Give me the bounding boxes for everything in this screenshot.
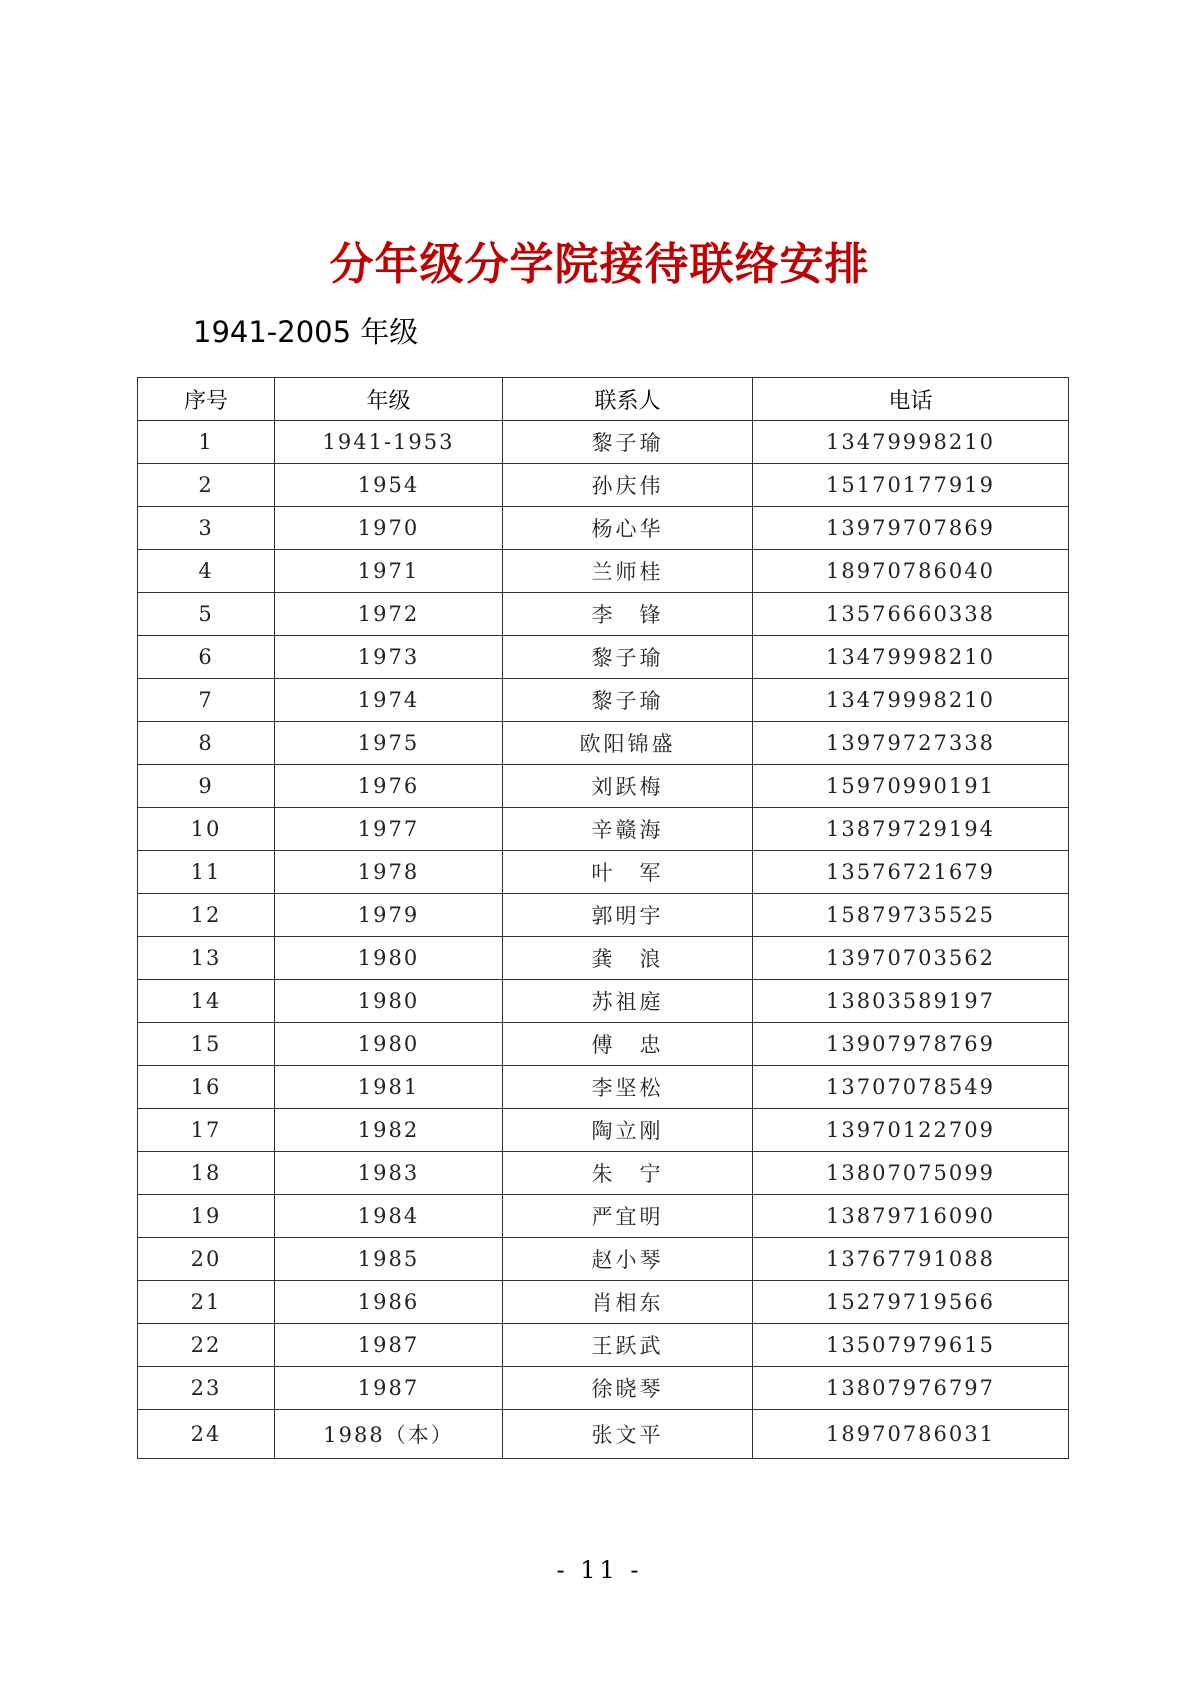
cell-contact: 李坚松 bbox=[503, 1066, 753, 1109]
cell-no: 21 bbox=[138, 1281, 275, 1324]
table-row bbox=[138, 464, 1069, 507]
table-body bbox=[138, 421, 1069, 1459]
cell-contact: 欧阳锦盛 bbox=[503, 722, 753, 765]
cell-no: 6 bbox=[138, 636, 275, 679]
contacts-table bbox=[137, 377, 1069, 1459]
cell-contact: 赵小琴 bbox=[503, 1238, 753, 1281]
table-row bbox=[138, 1367, 1069, 1410]
cell-grade: 1979 bbox=[275, 894, 503, 937]
table-row bbox=[138, 593, 1069, 636]
cell-contact: 杨心华 bbox=[503, 507, 753, 550]
cell-contact: 苏祖庭 bbox=[503, 980, 753, 1023]
cell-no: 3 bbox=[138, 507, 275, 550]
table-row bbox=[138, 980, 1069, 1023]
cell-phone: 15170177919 bbox=[753, 464, 1069, 507]
cell-phone: 15279719566 bbox=[753, 1281, 1069, 1324]
cell-no: 14 bbox=[138, 980, 275, 1023]
table-row bbox=[138, 421, 1069, 464]
table-row bbox=[138, 851, 1069, 894]
table-row bbox=[138, 937, 1069, 980]
cell-contact: 肖相东 bbox=[503, 1281, 753, 1324]
cell-grade: 1974 bbox=[275, 679, 503, 722]
cell-phone: 13879716090 bbox=[753, 1195, 1069, 1238]
cell-phone: 15879735525 bbox=[753, 894, 1069, 937]
cell-no: 22 bbox=[138, 1324, 275, 1367]
cell-no: 7 bbox=[138, 679, 275, 722]
table-row bbox=[138, 1023, 1069, 1066]
cell-contact: 陶立刚 bbox=[503, 1109, 753, 1152]
cell-grade: 1981 bbox=[275, 1066, 503, 1109]
cell-phone: 13979727338 bbox=[753, 722, 1069, 765]
cell-grade: 1972 bbox=[275, 593, 503, 636]
cell-no: 20 bbox=[138, 1238, 275, 1281]
cell-grade: 1977 bbox=[275, 808, 503, 851]
cell-grade: 1988（本） bbox=[275, 1410, 503, 1459]
cell-grade: 1978 bbox=[275, 851, 503, 894]
table-row bbox=[138, 1195, 1069, 1238]
cell-contact: 朱 宁 bbox=[503, 1152, 753, 1195]
cell-phone: 13479998210 bbox=[753, 679, 1069, 722]
cell-phone: 13979707869 bbox=[753, 507, 1069, 550]
header-grade: 年级 bbox=[275, 378, 503, 421]
cell-phone: 13576660338 bbox=[753, 593, 1069, 636]
cell-grade: 1970 bbox=[275, 507, 503, 550]
cell-no: 8 bbox=[138, 722, 275, 765]
table-row bbox=[138, 679, 1069, 722]
cell-grade: 1954 bbox=[275, 464, 503, 507]
cell-phone: 15970990191 bbox=[753, 765, 1069, 808]
cell-no: 11 bbox=[138, 851, 275, 894]
cell-no: 4 bbox=[138, 550, 275, 593]
cell-phone: 13767791088 bbox=[753, 1238, 1069, 1281]
cell-grade: 1985 bbox=[275, 1238, 503, 1281]
cell-contact: 叶 军 bbox=[503, 851, 753, 894]
cell-no: 13 bbox=[138, 937, 275, 980]
cell-phone: 13907978769 bbox=[753, 1023, 1069, 1066]
cell-contact: 黎子瑜 bbox=[503, 636, 753, 679]
page-number: - 11 - bbox=[556, 1556, 643, 1584]
cell-grade: 1986 bbox=[275, 1281, 503, 1324]
cell-contact: 王跃武 bbox=[503, 1324, 753, 1367]
table-row bbox=[138, 1281, 1069, 1324]
cell-contact: 张文平 bbox=[503, 1410, 753, 1459]
cell-contact: 孙庆伟 bbox=[503, 464, 753, 507]
table-row bbox=[138, 765, 1069, 808]
cell-contact: 辛赣海 bbox=[503, 808, 753, 851]
cell-phone: 18970786031 bbox=[753, 1410, 1069, 1459]
table-row bbox=[138, 808, 1069, 851]
cell-grade: 1984 bbox=[275, 1195, 503, 1238]
cell-grade: 1980 bbox=[275, 1023, 503, 1066]
cell-phone: 13707078549 bbox=[753, 1066, 1069, 1109]
cell-phone: 13479998210 bbox=[753, 636, 1069, 679]
cell-contact: 李 锋 bbox=[503, 593, 753, 636]
cell-phone: 13970703562 bbox=[753, 937, 1069, 980]
cell-no: 1 bbox=[138, 421, 275, 464]
cell-grade: 1975 bbox=[275, 722, 503, 765]
table-row bbox=[138, 1066, 1069, 1109]
cell-grade: 1973 bbox=[275, 636, 503, 679]
cell-phone: 13807075099 bbox=[753, 1152, 1069, 1195]
cell-grade: 1980 bbox=[275, 980, 503, 1023]
cell-no: 18 bbox=[138, 1152, 275, 1195]
cell-grade: 1987 bbox=[275, 1324, 503, 1367]
cell-contact: 龚 浪 bbox=[503, 937, 753, 980]
table-row bbox=[138, 894, 1069, 937]
section-subtitle: 1941-2005 年级 bbox=[193, 315, 419, 349]
cell-contact: 黎子瑜 bbox=[503, 679, 753, 722]
cell-grade: 1982 bbox=[275, 1109, 503, 1152]
cell-contact: 兰师桂 bbox=[503, 550, 753, 593]
cell-contact: 徐晓琴 bbox=[503, 1367, 753, 1410]
cell-phone: 13879729194 bbox=[753, 808, 1069, 851]
cell-grade: 1980 bbox=[275, 937, 503, 980]
cell-no: 10 bbox=[138, 808, 275, 851]
cell-no: 19 bbox=[138, 1195, 275, 1238]
header-contact: 联系人 bbox=[503, 378, 753, 421]
cell-grade: 1941-1953 bbox=[275, 421, 503, 464]
cell-no: 23 bbox=[138, 1367, 275, 1410]
cell-no: 12 bbox=[138, 894, 275, 937]
table-row bbox=[138, 636, 1069, 679]
cell-phone: 18970786040 bbox=[753, 550, 1069, 593]
table-row bbox=[138, 507, 1069, 550]
cell-no: 16 bbox=[138, 1066, 275, 1109]
table-row bbox=[138, 722, 1069, 765]
cell-grade: 1971 bbox=[275, 550, 503, 593]
cell-contact: 严宜明 bbox=[503, 1195, 753, 1238]
header-no: 序号 bbox=[138, 378, 275, 421]
cell-contact: 傅 忠 bbox=[503, 1023, 753, 1066]
cell-grade: 1987 bbox=[275, 1367, 503, 1410]
table-row bbox=[138, 1324, 1069, 1367]
cell-grade: 1983 bbox=[275, 1152, 503, 1195]
table-row bbox=[138, 550, 1069, 593]
cell-grade: 1976 bbox=[275, 765, 503, 808]
table-row bbox=[138, 1410, 1069, 1459]
cell-phone: 13576721679 bbox=[753, 851, 1069, 894]
cell-phone: 13803589197 bbox=[753, 980, 1069, 1023]
cell-contact: 郭明宇 bbox=[503, 894, 753, 937]
table-header-row bbox=[138, 378, 1069, 421]
cell-no: 24 bbox=[138, 1410, 275, 1459]
cell-phone: 13970122709 bbox=[753, 1109, 1069, 1152]
page-title: 分年级分学院接待联络安排 bbox=[329, 239, 870, 290]
cell-phone: 13807976797 bbox=[753, 1367, 1069, 1410]
table-row bbox=[138, 1109, 1069, 1152]
cell-no: 5 bbox=[138, 593, 275, 636]
header-phone: 电话 bbox=[753, 378, 1069, 421]
cell-no: 2 bbox=[138, 464, 275, 507]
cell-contact: 黎子瑜 bbox=[503, 421, 753, 464]
cell-contact: 刘跃梅 bbox=[503, 765, 753, 808]
table-row bbox=[138, 1152, 1069, 1195]
cell-no: 15 bbox=[138, 1023, 275, 1066]
cell-no: 9 bbox=[138, 765, 275, 808]
cell-phone: 13479998210 bbox=[753, 421, 1069, 464]
cell-phone: 13507979615 bbox=[753, 1324, 1069, 1367]
table-row bbox=[138, 1238, 1069, 1281]
cell-no: 17 bbox=[138, 1109, 275, 1152]
